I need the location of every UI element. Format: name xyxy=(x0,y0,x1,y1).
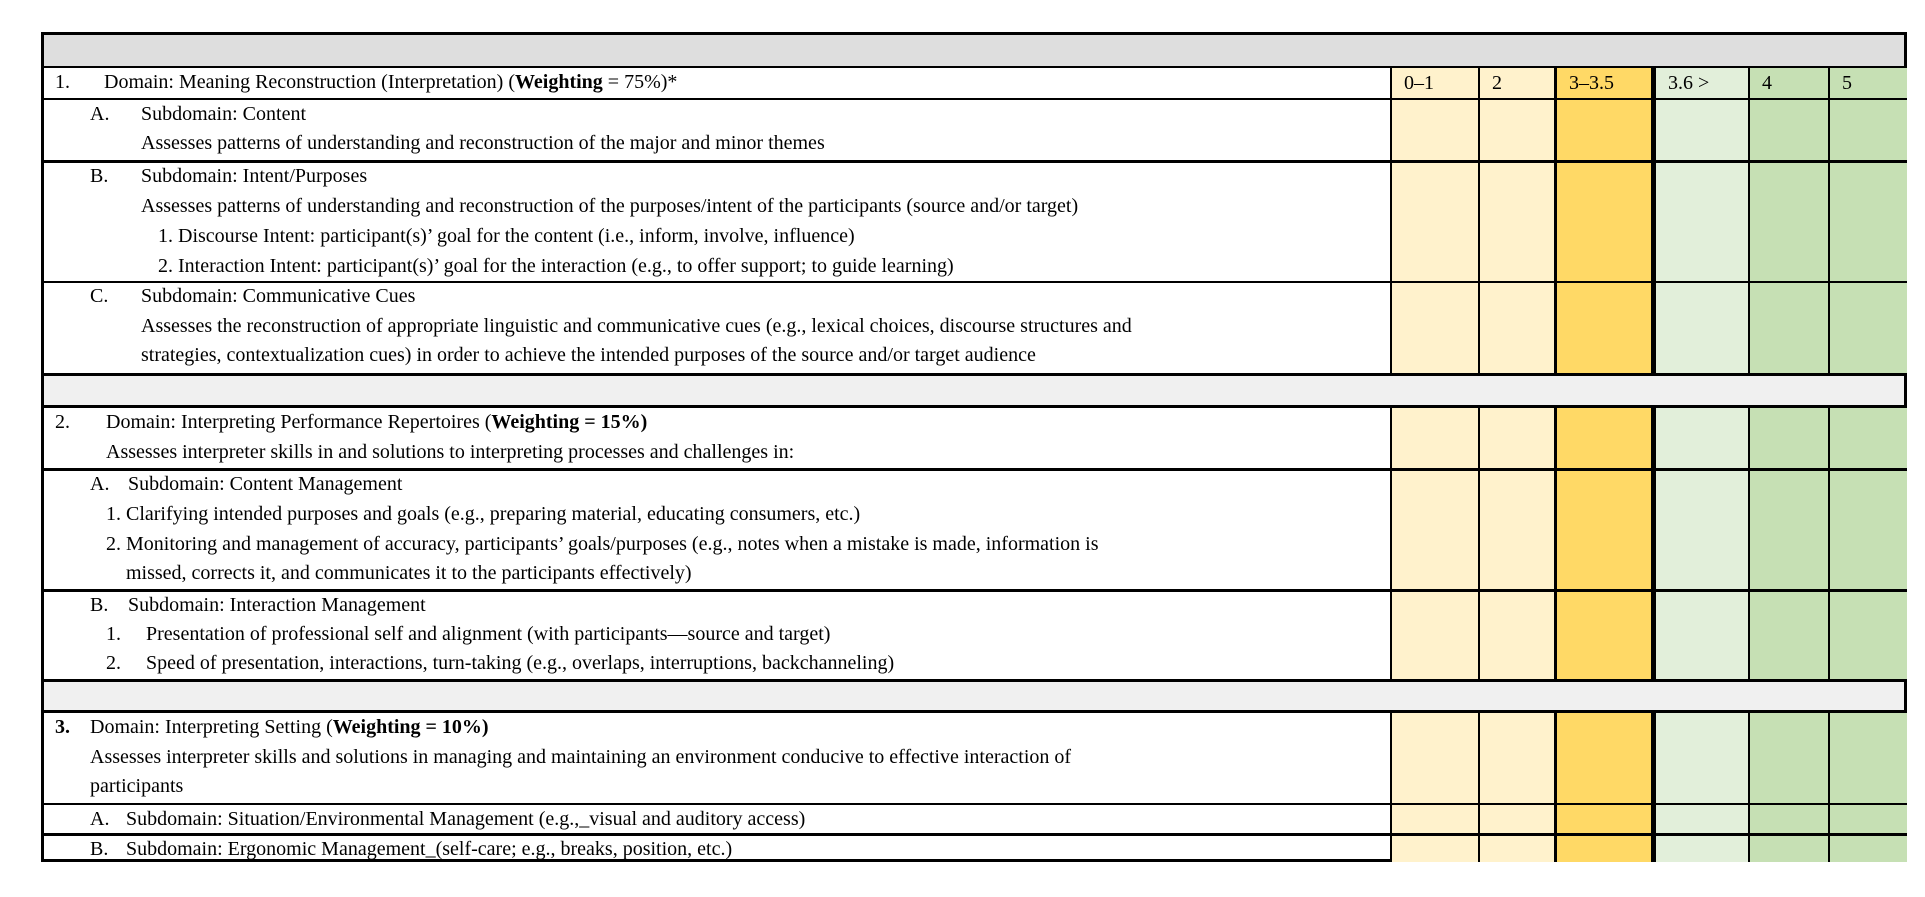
rating-cell[interactable] xyxy=(1390,592,1478,679)
rating-cell[interactable] xyxy=(1478,592,1554,679)
rating-cell[interactable] xyxy=(1478,805,1554,833)
subdomain-1c-desc-line-1: Assesses the reconstruction of appropriate linguistic and communicative cues (e.g., lexical choices, discourse structures and xyxy=(141,315,1132,337)
subdomain-2a-item-1-num: 1. xyxy=(106,503,121,525)
rating-cell[interactable] xyxy=(1654,163,1748,281)
rating-header-4 xyxy=(1748,68,1828,98)
rating-cell[interactable] xyxy=(1554,836,1654,862)
rating-cell[interactable] xyxy=(1390,836,1478,862)
rating-cell[interactable] xyxy=(1554,283,1654,373)
rating-cell[interactable] xyxy=(1478,713,1554,803)
domain-2-number: 2. xyxy=(55,411,70,433)
rating-cell[interactable] xyxy=(1828,471,1907,589)
subdomain-3b-title: Subdomain: Ergonomic Management_(self-care; e.g., breaks, position, etc.) xyxy=(126,838,733,860)
domain-2-title xyxy=(106,410,647,435)
domain-2-title-text: Domain: Interpreting Performance Repertoires ( xyxy=(106,411,492,433)
rating-cell[interactable] xyxy=(1390,408,1478,468)
subdomain-1c-row xyxy=(44,281,1904,373)
rating-cell[interactable] xyxy=(1828,408,1907,468)
subdomain-3b-row xyxy=(44,833,1904,862)
domain-3-title xyxy=(90,715,489,740)
rating-cell[interactable] xyxy=(1748,163,1828,281)
rating-cell[interactable] xyxy=(1828,100,1907,160)
domain-1-weighting-label: Weighting xyxy=(515,71,603,93)
rating-cell[interactable] xyxy=(1828,836,1907,862)
rating-header-label: 2 xyxy=(1492,72,1502,94)
rating-cell[interactable] xyxy=(1390,163,1478,281)
subdomain-2b-title: Subdomain: Interaction Management xyxy=(128,594,426,616)
domain-2-weighting-label: Weighting xyxy=(491,411,580,433)
separator-row xyxy=(44,373,1904,405)
subdomain-2b-item-1-num: 1. xyxy=(106,623,121,645)
subdomain-1a-desc: Assesses patterns of understanding and reconstruction of the major and minor themes xyxy=(141,132,825,154)
rating-cell[interactable] xyxy=(1748,408,1828,468)
table-header-row xyxy=(44,35,1904,66)
rating-cell[interactable] xyxy=(1828,163,1907,281)
subdomain-1b-letter: B. xyxy=(90,165,109,187)
subdomain-2b-item-1: Presentation of professional self and alignment (with participants—source and target) xyxy=(146,623,831,645)
rating-cell[interactable] xyxy=(1478,100,1554,160)
domain-2-desc: Assesses interpreter skills in and solutions to interpreting processes and challenges in: xyxy=(106,441,795,463)
rating-cell[interactable] xyxy=(1478,283,1554,373)
subdomain-1a-letter: A. xyxy=(90,103,110,125)
rating-header-label: 3–3.5 xyxy=(1569,72,1614,94)
subdomain-3b-letter: B. xyxy=(90,838,109,860)
rating-cell[interactable] xyxy=(1554,100,1654,160)
subdomain-3a-title: Subdomain: Situation/Environmental Management (e.g.,_visual and auditory access) xyxy=(126,808,806,830)
subdomain-1a-title: Subdomain: Content xyxy=(141,103,306,125)
rating-cell[interactable] xyxy=(1748,836,1828,862)
domain-2-weighting-value: = 15%) xyxy=(579,411,648,433)
rating-header-0-1 xyxy=(1390,68,1478,98)
rating-cell[interactable] xyxy=(1478,836,1554,862)
subdomain-1c-desc-line-2: strategies, contextualization cues) in order to achieve the intended purposes of the source and/or target audience xyxy=(141,344,1036,366)
subdomain-1b-item-2: 2. Interaction Intent: participant(s)’ goal for the interaction (e.g., to offer support; to guide learning) xyxy=(158,255,954,277)
rating-header-label: 5 xyxy=(1842,72,1852,94)
subdomain-2a-letter: A. xyxy=(90,473,110,495)
rating-cell[interactable] xyxy=(1554,592,1654,679)
rating-cell[interactable] xyxy=(1554,471,1654,589)
rating-header-label: 3.6 > xyxy=(1668,72,1710,94)
rating-cell[interactable] xyxy=(1654,592,1748,679)
subdomain-2a-item-2-num: 2. xyxy=(106,533,121,555)
rating-cell[interactable] xyxy=(1748,805,1828,833)
subdomain-1b-row xyxy=(44,160,1904,281)
rating-cell[interactable] xyxy=(1654,805,1748,833)
rating-cell[interactable] xyxy=(1390,283,1478,373)
rating-cell[interactable] xyxy=(1748,100,1828,160)
domain-3-weighting-label: Weighting xyxy=(332,716,421,738)
domain-3-row xyxy=(44,710,1904,803)
subdomain-2a-item-2-line-1: Monitoring and management of accuracy, participants’ goals/purposes (e.g., notes when a mistake is made, information is xyxy=(126,533,1099,555)
subdomain-2a-item-2-line-2: missed, corrects it, and communicates it to the participants effectively) xyxy=(126,562,692,584)
rating-cell[interactable] xyxy=(1654,408,1748,468)
rubric-table xyxy=(41,32,1907,862)
rating-header-5 xyxy=(1828,68,1907,98)
domain-3-number xyxy=(55,715,70,740)
rating-cell[interactable] xyxy=(1554,713,1654,803)
rating-cell[interactable] xyxy=(1654,100,1748,160)
rating-cell[interactable] xyxy=(1478,163,1554,281)
rating-cell[interactable] xyxy=(1828,713,1907,803)
subdomain-2a-title: Subdomain: Content Management xyxy=(128,473,403,495)
rating-header-label: 0–1 xyxy=(1404,72,1434,94)
domain-1-row xyxy=(44,66,1904,98)
domain-2-row xyxy=(44,405,1904,468)
rating-cell[interactable] xyxy=(1390,713,1478,803)
rating-header-3.6 xyxy=(1654,68,1748,98)
domain-1-title-text: Domain: Meaning Reconstruction (Interpretation) ( xyxy=(104,71,515,93)
subdomain-2b-item-2: Speed of presentation, interactions, turn-taking (e.g., overlaps, interruptions, backchanneling) xyxy=(146,652,895,674)
rating-cell[interactable] xyxy=(1554,805,1654,833)
rating-header-label: 4 xyxy=(1762,72,1772,94)
subdomain-1c-title: Subdomain: Communicative Cues xyxy=(141,285,416,307)
subdomain-1b-item-1: 1. Discourse Intent: participant(s)’ goal for the content (i.e., inform, involve, influence) xyxy=(158,225,855,247)
rating-cell[interactable] xyxy=(1654,836,1748,862)
rating-cell[interactable] xyxy=(1654,283,1748,373)
subdomain-1b-title: Subdomain: Intent/Purposes xyxy=(141,165,368,187)
subdomain-2b-letter: B. xyxy=(90,594,109,616)
subdomain-3a-letter: A. xyxy=(90,808,110,830)
domain-3-title-text: Domain: Interpreting Setting ( xyxy=(90,716,333,738)
separator-row xyxy=(44,679,1904,710)
subdomain-1a-row xyxy=(44,98,1904,160)
subdomain-1b-desc: Assesses patterns of understanding and reconstruction of the purposes/intent of the participants (source and/or target) xyxy=(141,195,1079,217)
rating-header-3-3.5 xyxy=(1554,68,1654,98)
subdomain-3a-row xyxy=(44,803,1904,833)
domain-3-desc-line-1: Assesses interpreter skills and solutions in managing and maintaining an environment conducive to effective interaction of xyxy=(90,746,1072,768)
rating-cell[interactable] xyxy=(1828,805,1907,833)
rating-cell[interactable] xyxy=(1390,100,1478,160)
subdomain-2b-item-2-num: 2. xyxy=(106,652,121,674)
rating-cell[interactable] xyxy=(1390,805,1478,833)
domain-1-number: 1. xyxy=(55,71,70,93)
rating-header-2 xyxy=(1478,68,1554,98)
rating-cell[interactable] xyxy=(1828,283,1907,373)
domain-1-title xyxy=(104,70,677,95)
rating-cell[interactable] xyxy=(1828,592,1907,679)
domain-3-number-text: 3. xyxy=(55,716,70,738)
rating-cell[interactable] xyxy=(1748,283,1828,373)
subdomain-2a-item-1: Clarifying intended purposes and goals (e.g., preparing material, educating consumers, etc.) xyxy=(126,503,861,525)
domain-1-weighting-value: = 75%)* xyxy=(602,71,678,93)
rating-cell[interactable] xyxy=(1748,592,1828,679)
rating-cell[interactable] xyxy=(1478,408,1554,468)
domain-3-desc-line-2: participants xyxy=(90,775,184,797)
rating-cell[interactable] xyxy=(1654,471,1748,589)
domain-3-weighting-value: = 10%) xyxy=(420,716,489,738)
rating-cell[interactable] xyxy=(1554,163,1654,281)
rating-cell[interactable] xyxy=(1748,713,1828,803)
rating-cell[interactable] xyxy=(1748,471,1828,589)
rating-cell[interactable] xyxy=(1654,713,1748,803)
subdomain-2a-row xyxy=(44,468,1904,589)
rating-cell[interactable] xyxy=(1554,408,1654,468)
rating-cell[interactable] xyxy=(1390,471,1478,589)
subdomain-2b-row xyxy=(44,589,1904,679)
rating-cell[interactable] xyxy=(1478,471,1554,589)
subdomain-1c-letter: C. xyxy=(90,285,109,307)
